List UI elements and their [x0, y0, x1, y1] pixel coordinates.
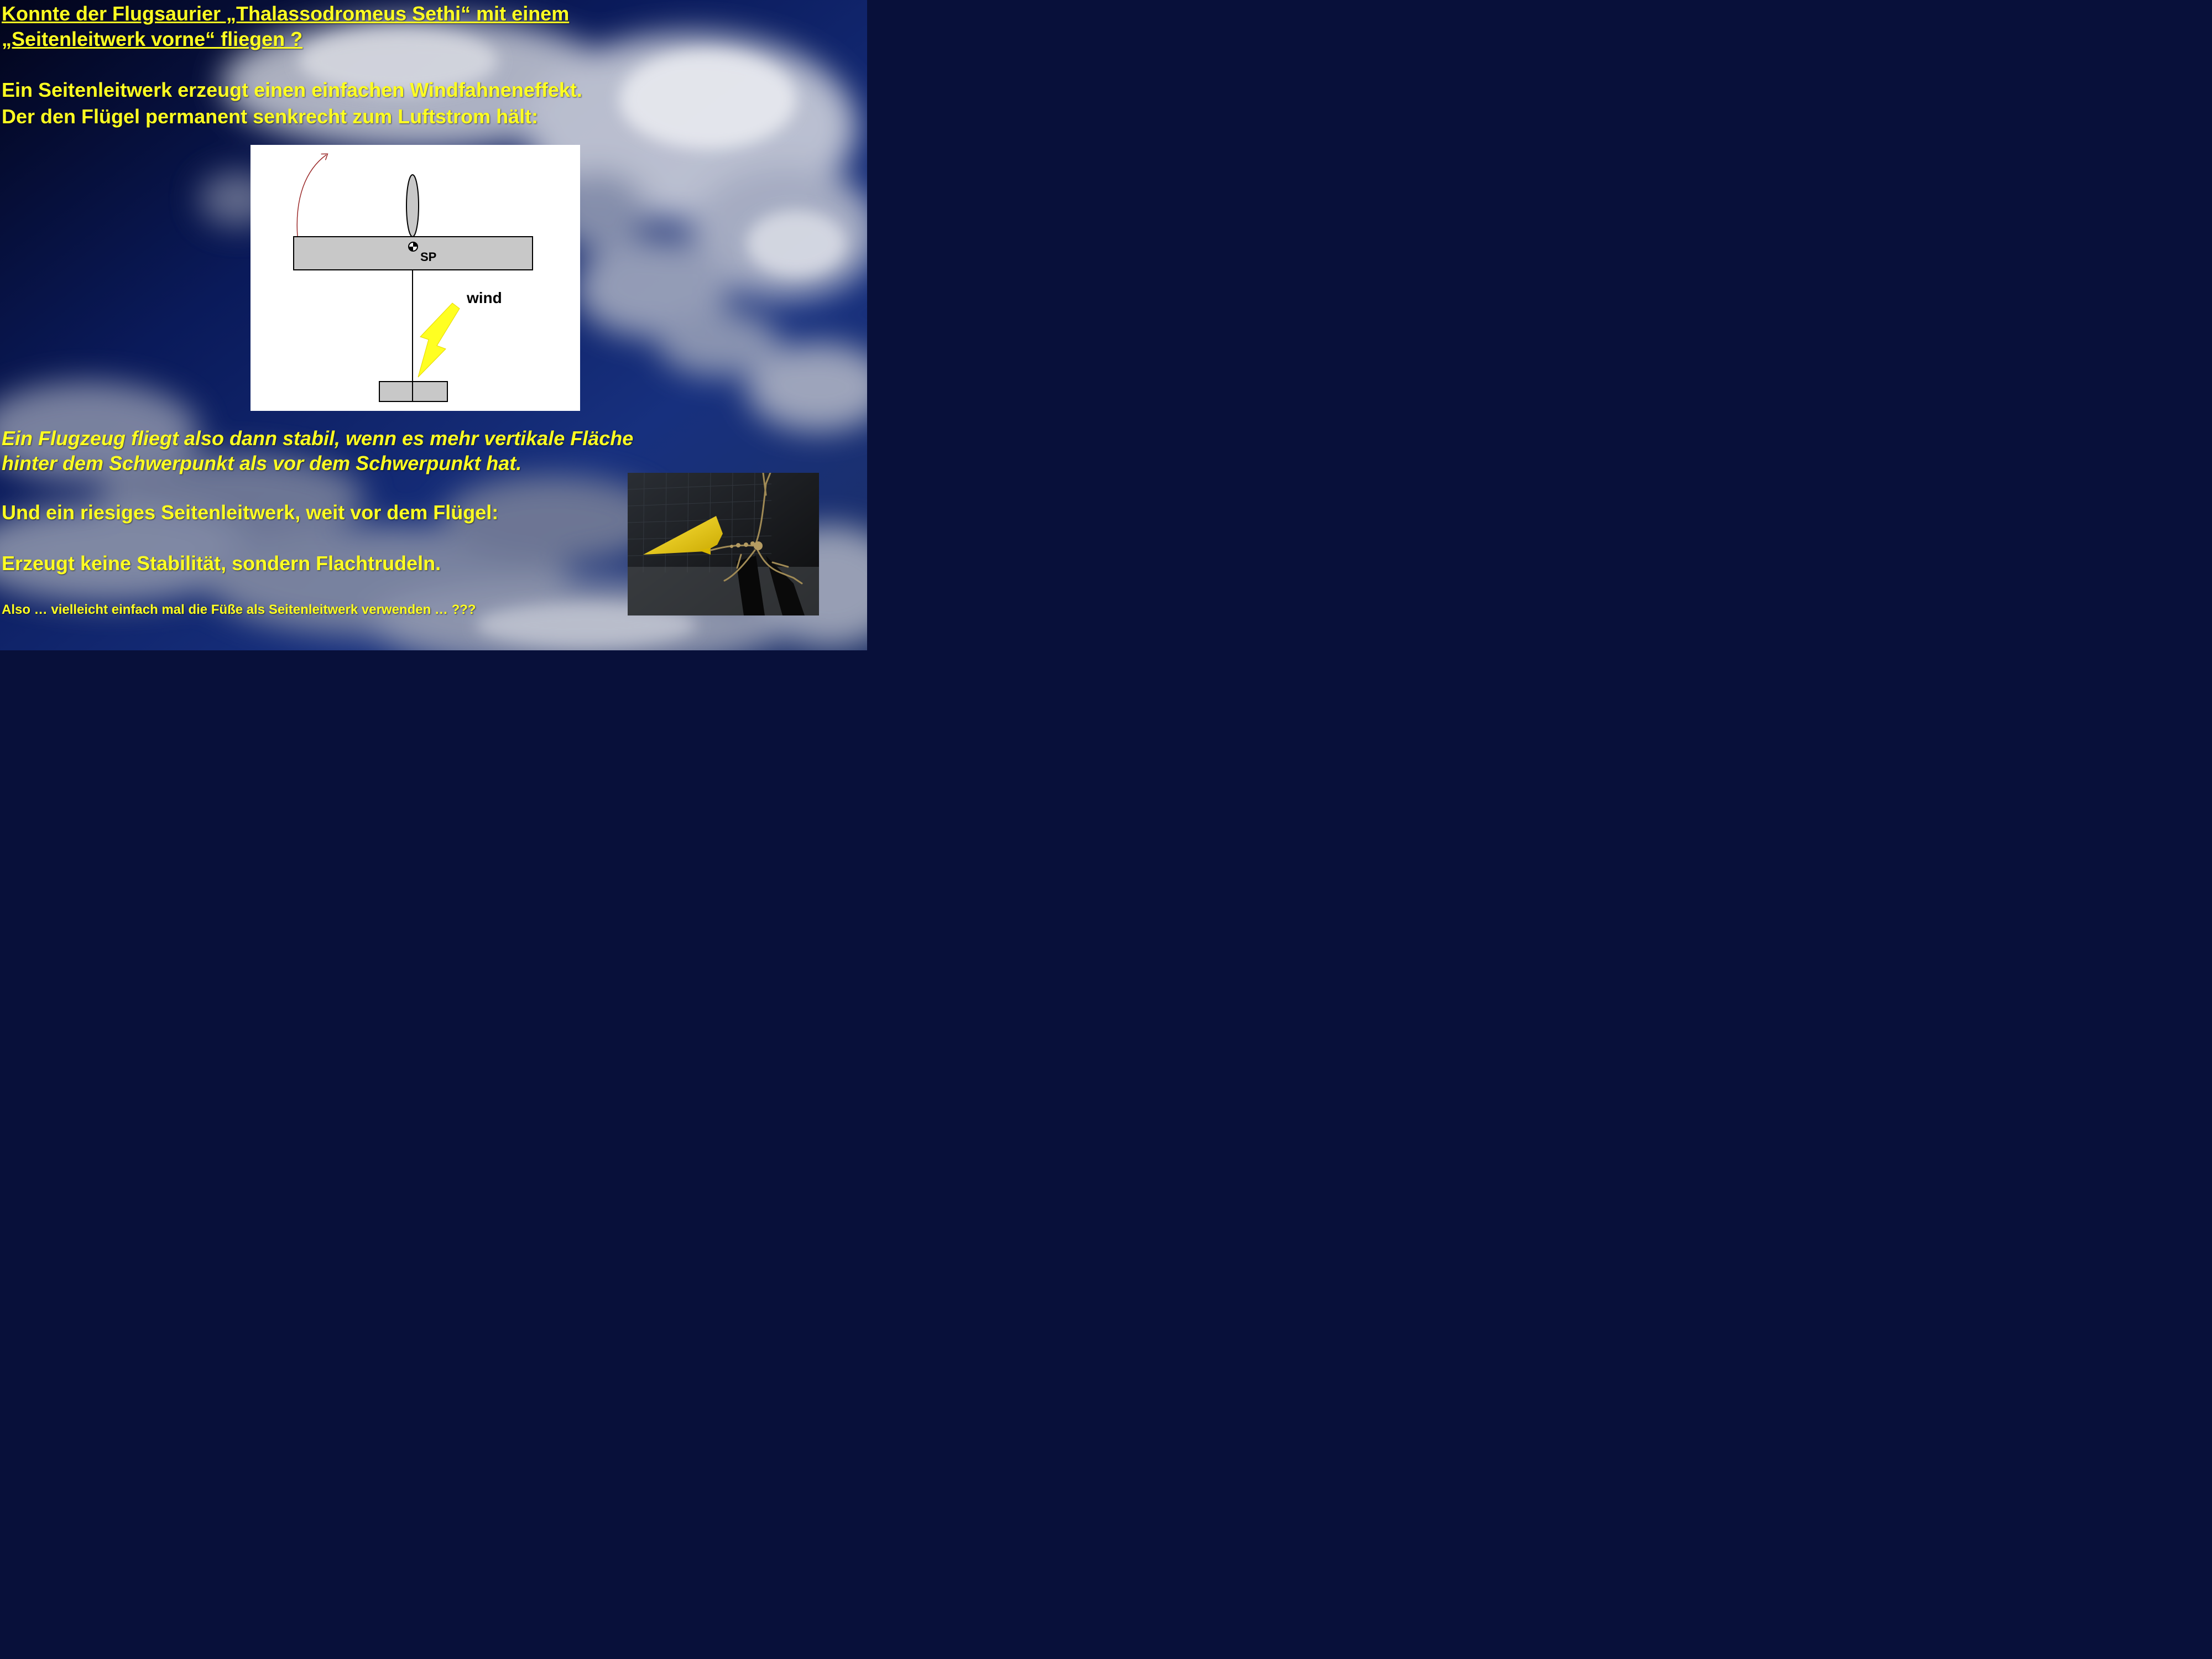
wind-label: wind [467, 289, 502, 306]
intro-line-1: Ein Seitenleitwerk erzeugt einen einfachen Windfahneneffekt. [2, 79, 582, 101]
page-title [2, 1, 569, 52]
closing-text: Also … vielleicht einfach mal die Füße als Seitenleitwerk verwenden … ??? [2, 602, 476, 617]
cg-label: SP [420, 250, 437, 264]
intro-text [2, 77, 582, 130]
vertical-fin-shape [406, 175, 419, 237]
wind-arrow-icon [418, 303, 460, 377]
stability-statement [2, 426, 633, 476]
intro-line-2: Der den Flügel permanent senkrecht zum Luftstrom hält: [2, 105, 539, 128]
giant-rudder-text: Und ein riesiges Seitenleitwerk, weit vor dem Flügel: [2, 501, 499, 524]
rotation-arrow-icon [297, 155, 326, 237]
title-line-2: „Seitenleitwerk vorne“ fliegen ? [2, 28, 303, 50]
center-of-gravity-icon [409, 242, 418, 251]
tail-shape [379, 382, 447, 401]
weathervane-diagram [251, 145, 580, 411]
stability-line-2: hinter dem Schwerpunkt als vor dem Schwerpunkt hat. [2, 452, 522, 474]
stability-line-1: Ein Flugzeug fliegt also dann stabil, wenn es mehr vertikale Fläche [2, 427, 634, 450]
title-line-1: Konnte der Flugsaurier „Thalassodromeus Sethi“ mit einem [2, 2, 570, 25]
consequence-text: Erzeugt keine Stabilität, sondern Flachtrudeln. [2, 552, 441, 575]
pterosaur-photo [628, 473, 819, 615]
